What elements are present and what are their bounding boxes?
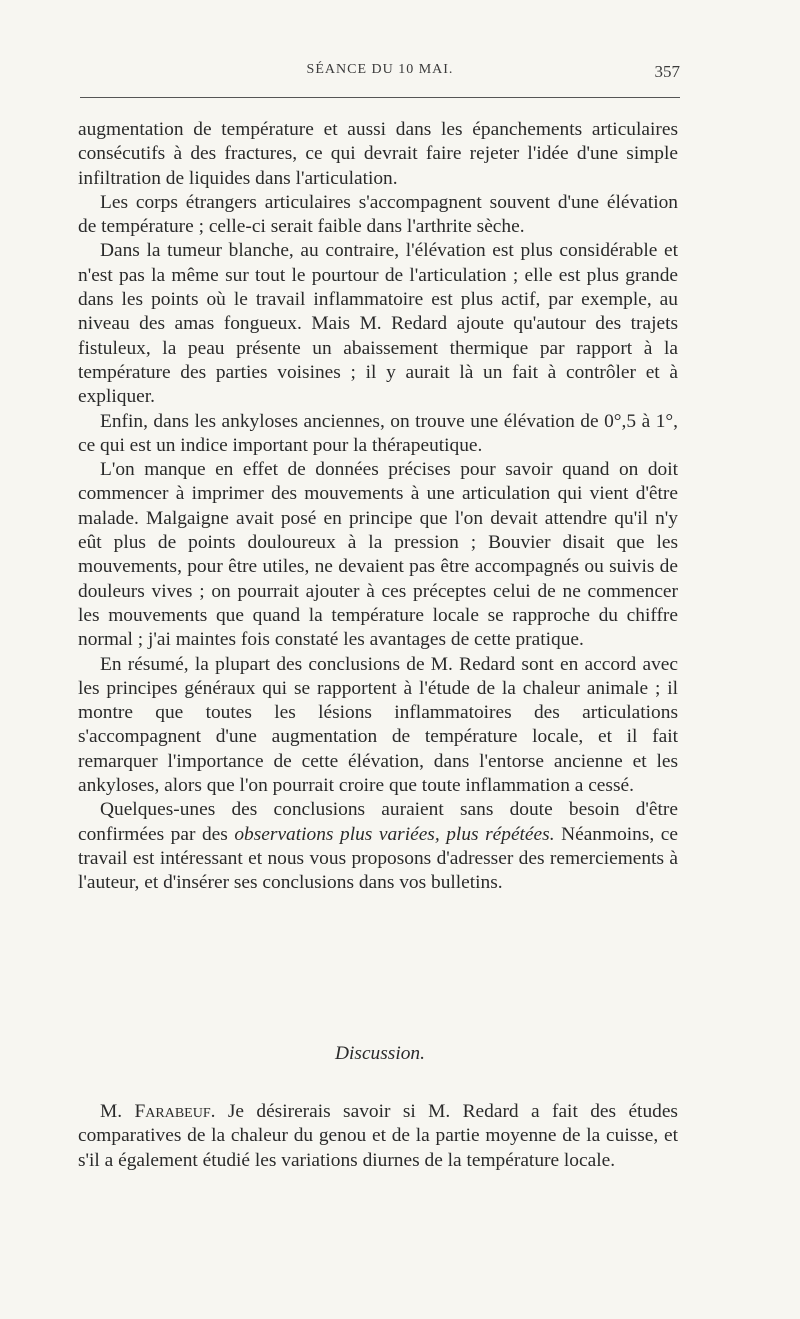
paragraph: augmentation de température et aussi dans les épanchements articulaires consécutifs à des fractures, ce qui devrait faire rejeter l'idée d'une simple infiltration de liquides dans l'articulation. bbox=[78, 119, 678, 189]
conclusion-text-start: Quelques-unes des conclusions auraient sans doute besoin d'être confirmées par des bbox=[78, 799, 678, 845]
paragraph: L'on manque en effet de données précises pour savoir quand on doit commencer à imprimer des mouvements à une articulation qui vient d'être malade. Malgaigne avait posé en principe que l'on devait attendre qu'il n'y eût plus de points douloureux à la pression ; Bouvier disait que les mouvements, pour être utiles, ne devaient pas être accompagnés ou suivis de douleurs vives ; on pourrait ajouter à ces préceptes celui de ne commencer les mouvements que quand la température locale se rapproche du chiffre normal ; j'ai maintes fois constaté les avantages de cette pratique. bbox=[78, 459, 678, 651]
body-text bbox=[78, 118, 678, 896]
page-number: 357 bbox=[654, 62, 680, 81]
conclusion-italic-text: observations plus variées, plus répétées. bbox=[234, 823, 555, 845]
speaker-remark: Je désirerais savoir si M. Redard a fait des études comparatives de la chaleur du genou et de la partie moyenne de la cuisse, et s'il a également étudié les variations diurnes de la température locale. bbox=[78, 1101, 678, 1171]
header-rule bbox=[80, 97, 680, 98]
page-header bbox=[80, 62, 680, 86]
paragraph: Dans la tumeur blanche, au contraire, l'élévation est plus considérable et n'est pas la même sur tout le pourtour de l'articulation ; elle est plus grande dans les points où le travail inflammatoire est plus actif, par exemple, au niveau des amas fongueux. Mais M. Redard ajoute qu'autour des trajets fistuleux, la peau présente un abaissement thermique par rapport à la température des parties voisines ; il y aurait là un fait à contrôler et à expliquer. bbox=[78, 240, 678, 408]
discussion-text bbox=[78, 1100, 678, 1173]
speaker-name: M. Farabeuf. bbox=[100, 1101, 216, 1122]
conclusion-text-end: Néanmoins, ce travail est intéressant et nous vous proposons d'adresser des remerciements à l'auteur, et d'insérer ses conclusions dans vos bulletins. bbox=[78, 823, 678, 894]
section-heading: Discussion. bbox=[335, 1043, 425, 1064]
paragraph-conclusion bbox=[78, 798, 678, 895]
running-title: SÉANCE DU 10 MAI. bbox=[306, 62, 454, 77]
discussion-paragraph bbox=[78, 1100, 678, 1173]
paragraph: Enfin, dans les ankyloses anciennes, on trouve une élévation de 0°,5 à 1°, ce qui est un indice important pour la thérapeutique. bbox=[78, 410, 678, 456]
paragraph: En résumé, la plupart des conclusions de M. Redard sont en accord avec les principes généraux qui se rapportent à l'étude de la chaleur animale ; il montre que toutes les lésions inflammatoires des articulations s'accompagnent d'une augmentation de température locale, et il fait remarquer l'importance de cette élévation, dans l'entorse ancienne et les ankyloses, alors que l'on pourrait croire que toute inflammation a cessé. bbox=[78, 653, 678, 797]
paragraph: Les corps étrangers articulaires s'accompagnent souvent d'une élévation de température ; celle-ci serait faible dans l'arthrite sèche. bbox=[78, 191, 678, 238]
